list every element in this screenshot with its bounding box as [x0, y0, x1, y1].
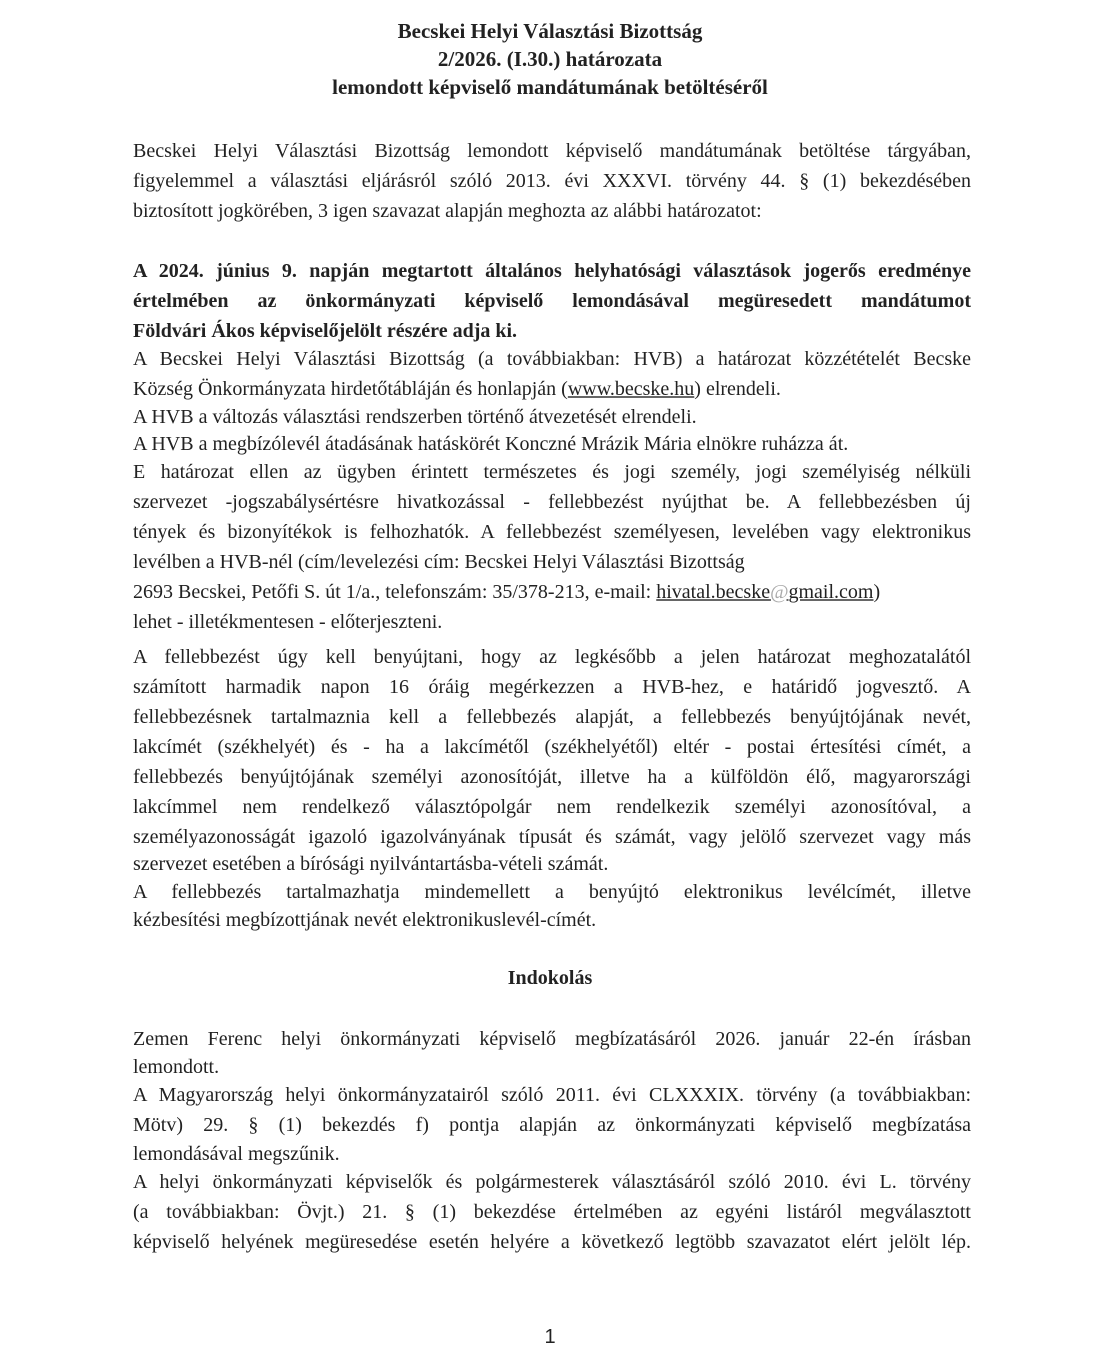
deadline-line: lakcímmel nem rendelkező választópolgár nem rendelkezik személyi azonosítóval, a: [133, 796, 971, 818]
intro-line: biztosított jogkörében, 3 igen szavazat alapján meghozta az alábbi határozatot:: [133, 200, 762, 222]
reasoning-line: (a továbbiakban: Övjt.) 21. § (1) bekezdése értelmében az egyéni listáról megválasztott: [133, 1201, 971, 1223]
reasoning-line: Mötv) 29. § (1) bekezdés f) pontja alapján az önkormányzati képviselő megbízatása: [133, 1114, 971, 1136]
resolution-number: 2/2026. (I.30.) határozata: [437, 47, 663, 71]
intro-line: Becskei Helyi Választási Bizottság lemondott képviselő mandátumának betöltése tárgyában,: [133, 140, 971, 162]
decision-bold-line: Földvári Ákos képviselőjelölt részére adja ki.: [133, 320, 518, 342]
appeal-address-line: [133, 580, 971, 604]
optional-content-line: A fellebbezés tartalmazhatja mindemellett a benyújtó elektronikus levélcímét, illetve: [133, 881, 971, 903]
reasoning-line: lemondásával megszűnik.: [133, 1143, 340, 1165]
page-number: 1: [544, 1326, 556, 1348]
deadline-line: fellebbezés benyújtójának személyi azonosítóját, illetve ha a külföldön élő, magyarországi: [133, 766, 971, 788]
website-link[interactable]: www.becske.hu: [567, 378, 695, 400]
deadline-line: fellebbezésnek tartalmaznia kell a fellebbezés alapját, a fellebbezés benyújtójának nevét,: [133, 706, 971, 728]
publication-text: ) elrendeli.: [694, 378, 781, 400]
optional-content-line: kézbesítési megbízottjának nevét elektronikuslevél-címét.: [133, 909, 597, 931]
deadline-line: szervezet esetében a bírósági nyilvántartásba-vételi számát.: [133, 853, 609, 875]
reasoning-line: A helyi önkormányzati képviselők és polgármesterek választásáról szóló 2010. évi L. törvény: [133, 1171, 971, 1193]
decision-bold-line: értelmében az önkormányzati képviselő lemondásával megüresedett mandátumot: [133, 290, 971, 312]
appeal-line: levélben a HVB-nél (cím/levelezési cím: Becskei Helyi Választási Bizottság: [133, 551, 745, 573]
delegation-line: A HVB a megbízólevél átadásának hatáskörét Konczné Mrázik Mária elnökre ruházza át.: [133, 433, 849, 455]
reasoning-heading: Indokolás: [507, 967, 593, 989]
publication-text: Község Önkormányzata hirdetőtábláján és honlapján (: [133, 378, 568, 400]
reasoning-line: képviselő helyének megüresedése esetén helyére a következő legtöbb szavazatot elért jelölt lép.: [133, 1231, 971, 1253]
appeal-line: szervezet -jogszabálysértésre hivatkozással - fellebbezést nyújthat be. A fellebbezésben új: [133, 491, 971, 513]
email-user: hivatal.becske: [656, 581, 771, 603]
deadline-line: személyazonosságát igazoló igazolványának típusát és számát, vagy jelölő szervezet vagy más: [133, 826, 971, 848]
resolution-subject: lemondott képviselő mandátumának betöltéséről: [332, 75, 768, 99]
email-link[interactable]: [656, 581, 873, 603]
email-domain: gmail.com: [788, 581, 874, 603]
reasoning-line: A Magyarország helyi önkormányzatairól szóló 2011. évi CLXXXIX. törvény (a továbbiakban:: [133, 1084, 971, 1106]
issuer-title: Becskei Helyi Választási Bizottság: [397, 19, 703, 43]
decision-bold-line: A 2024. június 9. napján megtartott általános helyhatósági választások jogerős eredménye: [133, 260, 971, 282]
intro-line: figyelemmel a választási eljárásról szóló 2013. évi XXXVI. törvény 44. § (1) bekezdésében: [133, 170, 971, 192]
reasoning-line: lemondott.: [133, 1056, 220, 1078]
publication-line: [133, 377, 971, 401]
deadline-line: A fellebbezést úgy kell benyújtani, hogy az legkésőbb a jelen határozat meghozatalától: [133, 646, 971, 668]
address-text: 2693 Becskei, Petőfi S. út 1/a., telefonszám: 35/378-213, e-mail:: [133, 581, 657, 603]
deadline-line: számított harmadik napon 16 óráig megérkezzen a HVB-hez, e határidő jogvesztő. A: [133, 676, 971, 698]
address-text: ): [873, 581, 881, 603]
email-at-sign: @: [770, 581, 789, 603]
appeal-line: tények és bizonyítékok is felhozhatók. A fellebbezést személyesen, levelében vagy elektronikus: [133, 521, 971, 543]
deadline-line: lakcímét (székhelyét) és - ha a lakcímétől (székhelyétől) eltér - postai értesítési címét, a: [133, 736, 971, 758]
publication-line: A Becskei Helyi Választási Bizottság (a továbbiakban: HVB) a határozat közzétételét Becske: [133, 348, 971, 370]
appeal-line: E határozat ellen az ügyben érintett természetes és jogi személy, jogi személyiség nélküli: [133, 461, 971, 483]
system-transfer-line: A HVB a változás választási rendszerben történő átvezetését elrendeli.: [133, 406, 697, 428]
appeal-line: lehet - illetékmentesen - előterjeszteni.: [133, 611, 443, 633]
reasoning-line: Zemen Ferenc helyi önkormányzati képviselő megbízatásáról 2026. január 22-én írásban: [133, 1028, 971, 1050]
